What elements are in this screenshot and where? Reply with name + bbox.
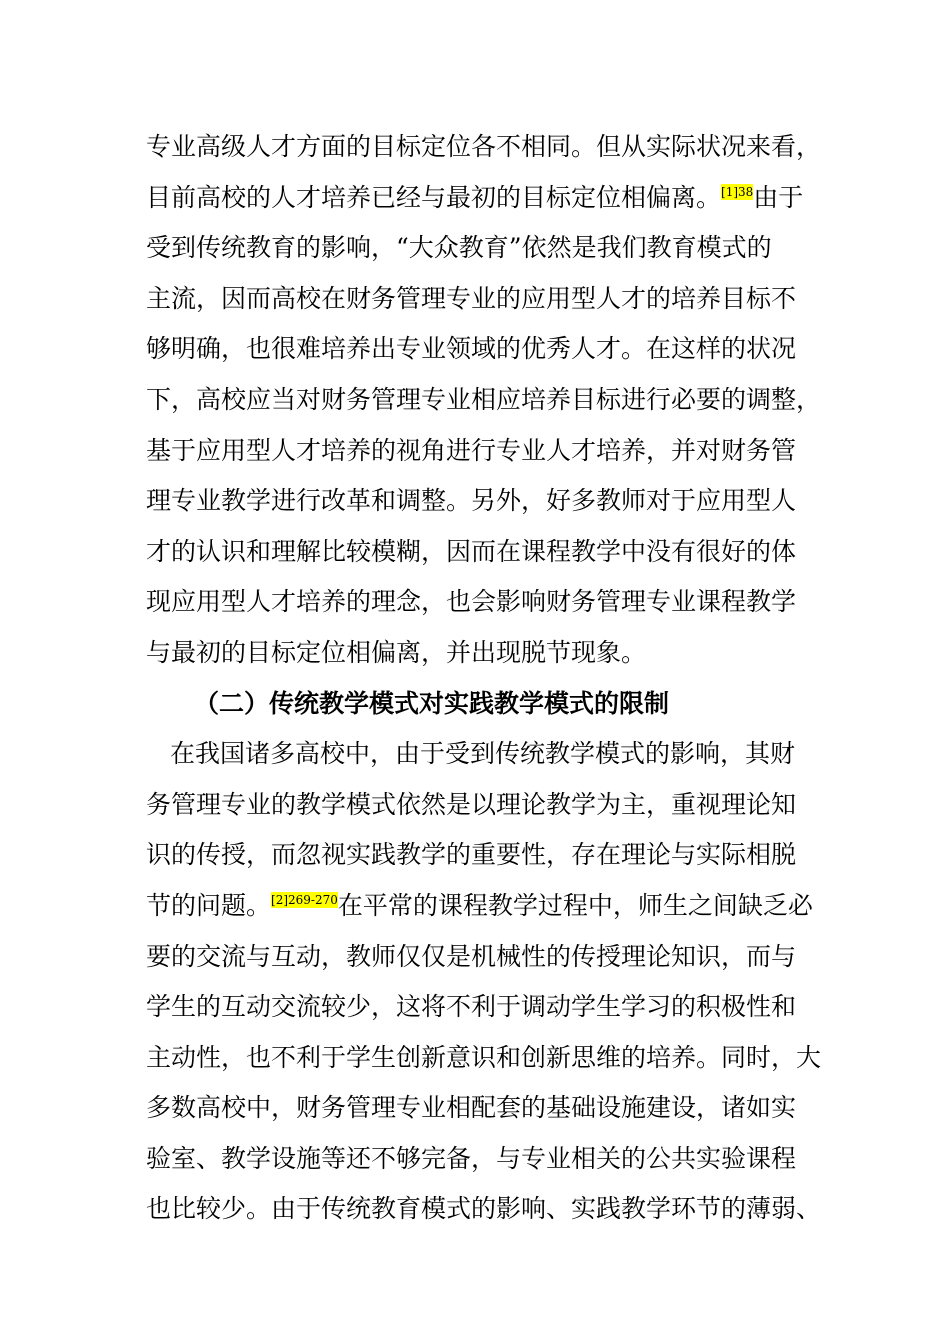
paragraph-line: 主流，因而高校在财务管理专业的应用型人才的培养目标不	[146, 283, 797, 313]
line-text: 节的问题。	[146, 890, 272, 920]
paragraph-line: 现应用型人才培养的理念，也会影响财务管理专业课程教学	[146, 587, 797, 617]
paragraph-line: 与最初的目标定位相偏离，并出现脱节现象。	[146, 637, 647, 667]
paragraph-line	[146, 173, 816, 224]
paragraph-line: 够明确，也很难培养出专业领域的优秀人才。在这样的状况	[146, 334, 797, 364]
paragraph-line: 学生的互动交流较少，这将不利于调动学生学习的积极性和	[146, 992, 797, 1022]
paragraph-line: 主动性，也不利于学生创新意识和创新思维的培养。同时，大	[146, 1042, 822, 1072]
paragraph-line: 基于应用型人才培养的视角进行专业人才培养，并对财务管	[146, 435, 797, 465]
paragraph-line: 多数高校中，财务管理专业相配套的基础设施建设，诸如实	[146, 1093, 797, 1123]
citation-marker: [1]38	[721, 184, 754, 199]
paragraph-line: 务管理专业的教学模式依然是以理论教学为主，重视理论知	[146, 789, 797, 819]
line-text: 在平常的课程教学过程中，师生之间缺乏必	[337, 890, 813, 920]
paragraph-line: 理专业教学进行改革和调整。另外，好多教师对于应用型人	[146, 486, 797, 516]
paragraph-line	[146, 881, 816, 932]
paragraph-line: 要的交流与互动，教师仅仅是机械性的传授理论知识，而与	[146, 941, 797, 971]
section-heading: （二）传统教学模式对实践教学模式的限制	[194, 688, 670, 718]
citation-marker: [2]269-270	[271, 892, 338, 907]
paragraph-line: 在我国诸多高校中，由于受到传统教学模式的影响，其财	[170, 739, 796, 769]
paragraph-line: 专业高级人才方面的目标定位各不相同。但从实际状况来看，	[146, 132, 822, 161]
line-text: 目前高校的人才培养已经与最初的目标定位相偏离。	[146, 182, 722, 212]
paragraph-line: 受到传统教育的影响，“大众教育”依然是我们教育模式的	[146, 233, 772, 263]
paragraph-line: 验室、教学设施等还不够完备，与专业相关的公共实验课程	[146, 1143, 797, 1173]
paragraph-line: 识的传授，而忽视实践教学的重要性，存在理论与实际相脱	[146, 840, 797, 870]
line-text: 由于	[753, 182, 804, 212]
paragraph-line: 下，高校应当对财务管理专业相应培养目标进行必要的调整，	[146, 384, 822, 414]
paragraph-line: 也比较少。由于传统教育模式的影响、实践教学环节的薄弱、	[146, 1194, 822, 1224]
paragraph-line: 才的认识和理解比较模糊，因而在课程教学中没有很好的体	[146, 536, 797, 566]
document-page	[146, 122, 822, 1235]
